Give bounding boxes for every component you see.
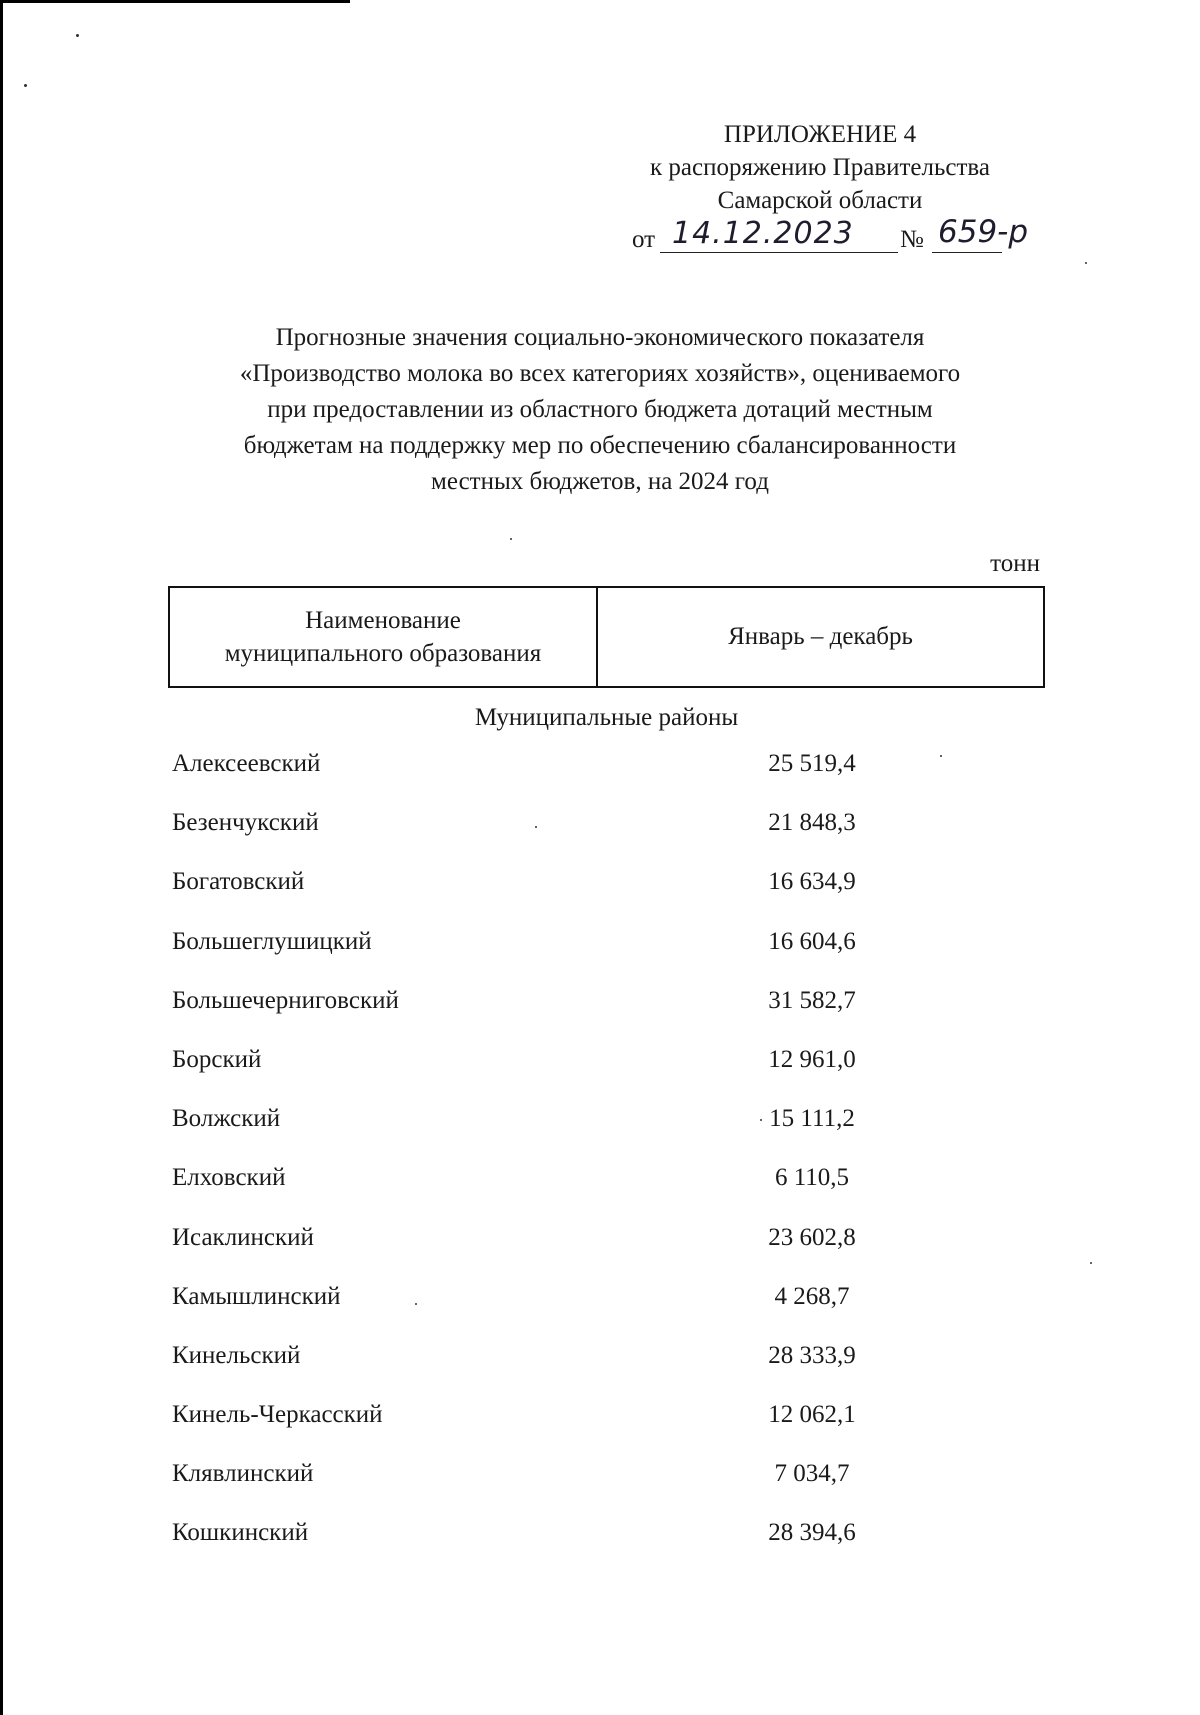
district-value: 15 111,2 xyxy=(769,1105,855,1133)
district-value: 23 602,8 xyxy=(768,1223,856,1251)
district-value: 7 034,7 xyxy=(774,1460,850,1488)
district-name: Кошкинский xyxy=(172,1519,309,1547)
table-row xyxy=(172,1401,1045,1460)
district-name: Безенчукский xyxy=(172,809,319,837)
document-title xyxy=(160,320,1040,500)
title-line: местных бюджетов, на 2024 год xyxy=(431,468,769,495)
appendix-line-order: к распоряжению Правительства xyxy=(649,154,990,181)
scan-speck xyxy=(76,34,79,37)
appendix-line-region: Самарской области xyxy=(717,187,923,214)
title-line: «Производство молока во всех категориях хозяйств», оцениваемого xyxy=(239,360,961,387)
number-label: № xyxy=(900,226,924,253)
table-row xyxy=(172,750,1045,809)
district-value: 31 582,7 xyxy=(768,986,856,1014)
district-name: Елховский xyxy=(172,1164,286,1192)
handwritten-date: 14.12.2023 xyxy=(672,216,854,251)
appendix-header xyxy=(600,118,1040,217)
table-row xyxy=(172,1283,1045,1342)
district-name: Исаклинский xyxy=(172,1223,314,1251)
district-value: 28 333,9 xyxy=(768,1341,856,1369)
district-name: Кинельский xyxy=(172,1341,301,1369)
district-name: Богатовский xyxy=(172,868,305,896)
table-body xyxy=(172,750,1045,1579)
district-name: Большеглушицкий xyxy=(172,927,372,955)
header-name-line: Наименование xyxy=(305,607,461,634)
table-row xyxy=(172,1460,1045,1519)
district-value: 25 519,4 xyxy=(768,750,856,777)
table-row xyxy=(172,1342,1045,1401)
order-date-number xyxy=(632,214,1052,258)
table-row xyxy=(172,1164,1045,1223)
district-name: Камышлинский xyxy=(172,1282,341,1310)
table-row xyxy=(172,1105,1045,1164)
scan-edge-top xyxy=(0,0,350,3)
table-row xyxy=(172,1519,1045,1578)
header-name-line: муниципального образования xyxy=(224,640,542,667)
table-row xyxy=(172,928,1045,987)
title-line: при предоставлении из областного бюджета дотаций местным xyxy=(267,396,933,423)
district-value: 6 110,5 xyxy=(774,1164,850,1192)
scan-speck xyxy=(24,84,27,87)
scan-edge-left xyxy=(0,0,3,1715)
district-value: 28 394,6 xyxy=(768,1519,856,1547)
scan-speck xyxy=(1085,262,1087,264)
from-label: от xyxy=(632,226,656,253)
district-value: 16 604,6 xyxy=(768,927,856,955)
district-name: Кинель-Черкасский xyxy=(172,1401,383,1429)
handwritten-number: 659-р xyxy=(938,214,1029,250)
district-name: Волжский xyxy=(172,1105,281,1133)
scan-speck xyxy=(510,538,512,540)
district-name: Клявлинский xyxy=(172,1460,314,1488)
district-value: 16 634,9 xyxy=(768,868,856,896)
district-name: Алексеевский xyxy=(172,750,321,777)
table-row xyxy=(172,1046,1045,1105)
district-name: Борский xyxy=(172,1045,262,1073)
table-row xyxy=(172,868,1045,927)
appendix-title: ПРИЛОЖЕНИЕ 4 xyxy=(723,121,917,148)
district-name: Большечерниговский xyxy=(172,986,399,1014)
district-value: 21 848,3 xyxy=(768,809,856,837)
section-title: Муниципальные районы xyxy=(474,704,739,731)
table-header xyxy=(168,586,1045,688)
table-row xyxy=(172,1224,1045,1283)
district-value: 12 062,1 xyxy=(768,1401,856,1429)
header-name-cell xyxy=(170,588,598,686)
units-label: тонн xyxy=(990,550,1040,577)
title-line: бюджетам на поддержку мер по обеспечению сбалансированности xyxy=(243,432,957,459)
header-period-cell: Январь – декабрь xyxy=(728,623,913,650)
district-value: 12 961,0 xyxy=(768,1045,856,1073)
scan-speck xyxy=(1090,1262,1092,1264)
district-value: 4 268,7 xyxy=(774,1282,850,1310)
table-row xyxy=(172,809,1045,868)
table-row xyxy=(172,987,1045,1046)
title-line: Прогнозные значения социально-экономического показателя xyxy=(275,324,925,351)
